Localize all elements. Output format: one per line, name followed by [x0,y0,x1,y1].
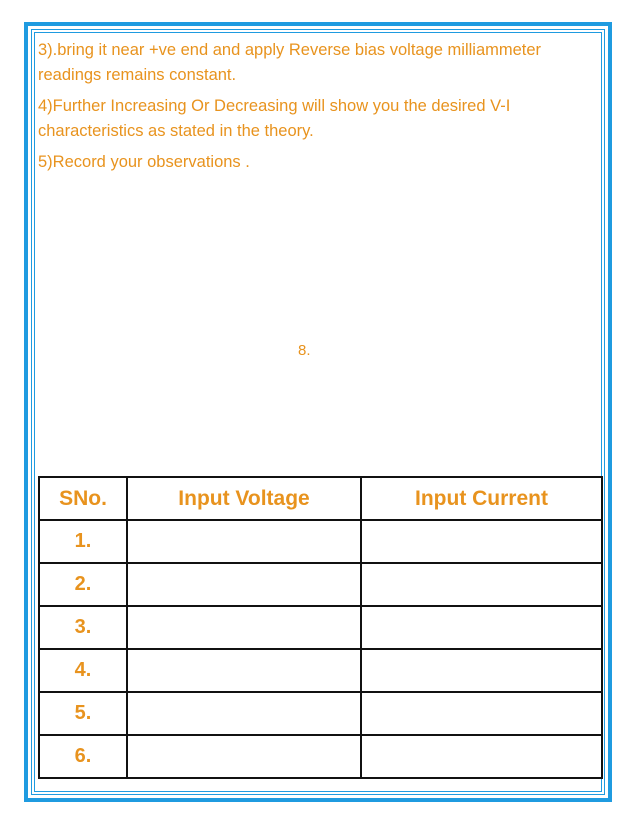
cell-input-voltage[interactable] [127,520,361,563]
table-row [39,563,602,606]
cell-sno: 2. [39,563,127,606]
cell-input-current[interactable] [361,606,602,649]
cell-input-current[interactable] [361,649,602,692]
table-row [39,692,602,735]
header-sno: SNo. [39,477,127,520]
observation-table [38,476,603,779]
table-row [39,606,602,649]
cell-sno: 5. [39,692,127,735]
procedure-steps [38,38,598,181]
step-5: 5)Record your observations . [38,153,250,171]
cell-input-current[interactable] [361,735,602,778]
table-row [39,649,602,692]
table-row [39,735,602,778]
cell-sno: 3. [39,606,127,649]
cell-input-voltage[interactable] [127,649,361,692]
cell-input-voltage[interactable] [127,606,361,649]
cell-input-voltage[interactable] [127,692,361,735]
header-input-current: Input Current [361,477,602,520]
cell-sno: 1. [39,520,127,563]
cell-input-current[interactable] [361,692,602,735]
step-3: 3).bring it near +ve end and apply Reverse bias voltage milliammeter readings remains constant. [38,41,542,84]
cell-sno: 6. [39,735,127,778]
cell-input-voltage[interactable] [127,735,361,778]
table-row [39,520,602,563]
header-input-voltage: Input Voltage [127,477,361,520]
table-header-row [39,477,602,520]
cell-input-current[interactable] [361,520,602,563]
page-number: 8. [298,342,311,359]
cell-input-current[interactable] [361,563,602,606]
cell-sno: 4. [39,649,127,692]
cell-input-voltage[interactable] [127,563,361,606]
step-4: 4)Further Increasing Or Decreasing will show you the desired V-I characteristics as stated in the theory. [38,97,511,140]
